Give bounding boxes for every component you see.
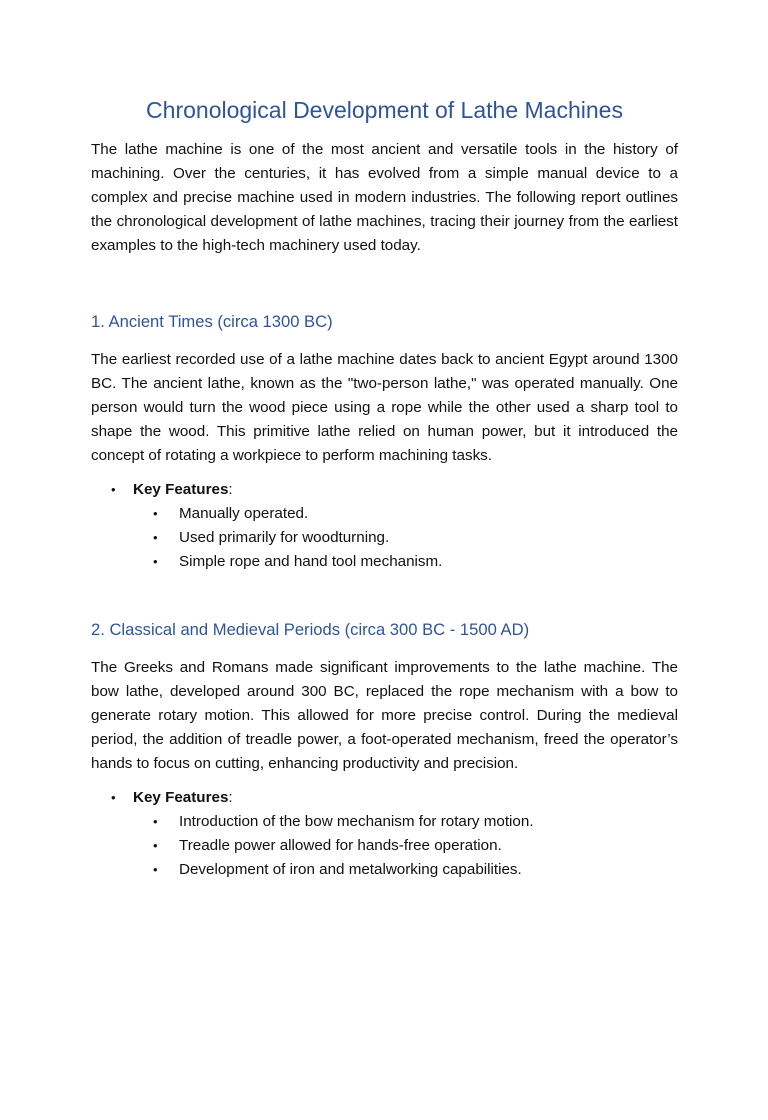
feature-sublist [133,502,678,574]
feature-text: Introduction of the bow mechanism for rotary motion. [179,813,534,830]
list-item [153,810,678,834]
bullet-icon: • [153,862,158,877]
key-features-item [111,478,678,574]
key-features-colon: : [228,481,233,498]
list-item [153,502,678,526]
feature-text: Used primarily for woodturning. [179,529,390,546]
bullet-icon: • [153,838,158,853]
list-item [153,526,678,550]
feature-text: Treadle power allowed for hands-free operation. [179,837,502,854]
section-body-ancient-times: The earliest recorded use of a lathe machine dates back to ancient Egypt around 1300 BC. The ancient lathe, known as the "two-person lathe," was operated manually. One person would turn the wood piece using a rope while the other used a sharp tool to shape the wood. This primitive lathe relied on human power, but it introduced the concept of rotating a workpiece to perform machining tasks. [91,351,678,464]
section-heading-ancient-times: 1. Ancient Times (circa 1300 BC) [91,312,333,331]
section-body-classical-medieval: The Greeks and Romans made significant improvements to the lathe machine. The bow lathe, developed around 300 BC, replaced the rope mechanism with a bow to generate rotary motion. This allowed for more precise control. During the medieval period, the addition of treadle power, a foot-operated mechanism, freed the operator’s hands to focus on cutting, enhancing productivity and precision. [91,659,678,772]
key-features-colon: : [228,789,233,806]
key-features-list [91,478,678,574]
feature-text: Simple rope and hand tool mechanism. [179,553,443,570]
document-title: Chronological Development of Lathe Machines [146,97,623,123]
section-heading-classical-medieval: 2. Classical and Medieval Periods (circa 300 BC - 1500 AD) [91,620,530,639]
key-features-label: Key Features [133,789,229,806]
bullet-icon: • [153,530,158,545]
bullet-icon: • [111,790,116,805]
bullet-icon: • [153,814,158,829]
key-features-list [91,786,678,882]
bullet-icon: • [153,554,158,569]
key-features-label: Key Features [133,481,229,498]
feature-text: Manually operated. [179,505,309,522]
list-item [153,550,678,574]
document-page [0,96,768,1120]
key-features-item [111,786,678,882]
list-item [153,858,678,882]
bullet-icon: • [153,506,158,521]
bullet-icon: • [111,482,116,497]
feature-text: Development of iron and metalworking capabilities. [179,861,522,878]
list-item [153,834,678,858]
intro-paragraph: The lathe machine is one of the most ancient and versatile tools in the history of machining. Over the centuries, it has evolved from a simple manual device to a complex and precise machine used in modern industries. The following report outlines the chronological development of lathe machines, tracing their journey from the earliest examples to the high-tech machinery used today. [91,141,678,254]
feature-sublist [133,810,678,882]
